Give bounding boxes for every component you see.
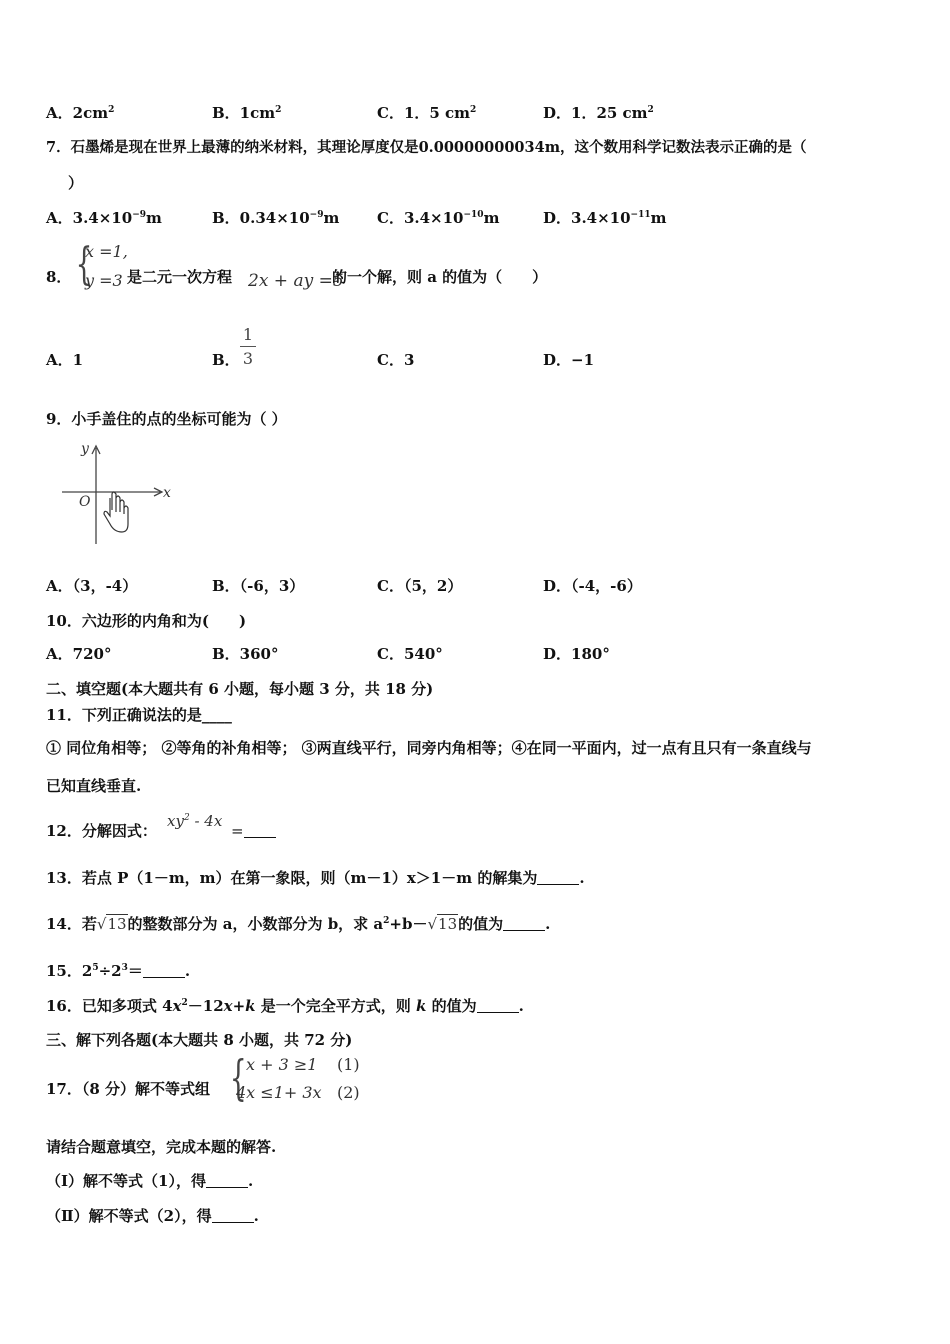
q8-option-b-fraction bbox=[240, 325, 256, 368]
q17-inequality-1: x + 3 ≥1 bbox=[246, 1055, 318, 1074]
q8-fraction-denominator: 3 bbox=[242, 349, 254, 368]
q17-step-1: （Ⅰ）解不等式（1），得 . bbox=[46, 1172, 254, 1190]
q9-coordinate-figure bbox=[60, 440, 180, 550]
q15-answer-blank[interactable] bbox=[143, 963, 185, 978]
q12-answer-blank[interactable] bbox=[244, 823, 276, 838]
q13-stem: 13．若点 P（1－m，m）在第一象限，则（m－1）x＞1－m 的解集为 . bbox=[46, 869, 585, 887]
q9-option-b: B．（-6，3） bbox=[212, 577, 305, 595]
q8-system-line2: y =3 bbox=[85, 271, 123, 290]
q14-stem: 14．若√13的整数部分为 a，小数部分为 b，求 $a^2+b-√13$的值为 . bbox=[46, 915, 551, 933]
q6-option-a: A．$2cm^2$ bbox=[46, 104, 115, 122]
q13-answer-blank[interactable] bbox=[537, 870, 579, 885]
q6-option-d: D．1．25 $cm^2$ bbox=[543, 104, 654, 122]
q8-option-b-label: B． bbox=[212, 351, 240, 369]
q6-option-b: B．$1cm^2$ bbox=[212, 104, 282, 122]
q7-option-d: D．$3.4\times 10^{-11}m$ bbox=[543, 209, 667, 227]
q7-option-a: A．$3.4\times 10^{-9}m$ bbox=[46, 209, 162, 227]
q17-inequality-2-number: (2) bbox=[337, 1083, 360, 1102]
q12-answer: = bbox=[231, 821, 276, 841]
q17-prompt: 请结合题意填空，完成本题的解答. bbox=[46, 1138, 277, 1156]
q7-option-b: B．$0.34\times 10^{-9}m$ bbox=[212, 209, 340, 227]
q17-inequality-1-number: (1) bbox=[337, 1055, 360, 1074]
q17-step-1-blank[interactable] bbox=[206, 1173, 248, 1188]
q8-equation: 2x + ay =5 bbox=[248, 271, 344, 291]
q7-stem: 7．石墨烯是现在世界上最薄的纳米材料，其理论厚度仅是0.00000000034m，这个数用科学记数法表示正确的是（ bbox=[46, 139, 807, 156]
q8-system-brace: { bbox=[75, 239, 93, 290]
q8-option-a: A．1 bbox=[46, 351, 84, 369]
q9-option-a: A．（3，-4） bbox=[46, 577, 138, 595]
q17-step-2: （Ⅱ）解不等式（2），得 . bbox=[46, 1207, 259, 1225]
q8-fraction-bar bbox=[240, 346, 256, 347]
q17-inequality-2: 4x ≤1+ 3x bbox=[236, 1083, 322, 1102]
q9-option-c: C．（5，2） bbox=[377, 577, 463, 595]
q7-stem-end: ） bbox=[68, 174, 84, 192]
section-2-heading: 二、填空题(本大题共有 6 小题，每小题 3 分，共 18 分) bbox=[46, 680, 434, 698]
q10-option-b: B．360° bbox=[212, 645, 279, 663]
q9-y-label: y bbox=[81, 441, 89, 457]
q9-option-d: D．（-4，-6） bbox=[543, 577, 642, 595]
q16-stem: 16．已知多项式 $4x^2-12x+k$ 是一个完全平方式，则 k 的值为 . bbox=[46, 997, 524, 1015]
q8-text-end: 的一个解，则 a 的值为（ ） bbox=[332, 268, 548, 286]
q15-stem: 15．$2^5\div 2^3=$ . bbox=[46, 962, 191, 980]
q10-option-a: A．720° bbox=[46, 645, 112, 663]
section-3-heading: 三、解下列各题(本大题共 8 小题，共 72 分) bbox=[46, 1031, 353, 1049]
q8-system-line1: x =1, bbox=[85, 242, 128, 261]
q10-stem: 10．六边形的内角和为( ) bbox=[46, 612, 247, 630]
q11-statements-line2: 已知直线垂直. bbox=[46, 777, 142, 795]
q11-statements-line1: ① 同位角相等； ②等角的补角相等； ③两直线平行，同旁内角相等；④在同一平面内，过一点有且只有一条直线与 bbox=[46, 739, 812, 757]
q8-fraction-numerator: 1 bbox=[242, 325, 254, 344]
q12-label: 12．分解因式： bbox=[46, 822, 157, 840]
q14-sqrt-1: √13 bbox=[96, 915, 127, 933]
q8-text-mid: 是二元一次方程 bbox=[127, 268, 233, 286]
q14-sqrt-2: √13 bbox=[427, 915, 458, 933]
q11-stem: 11．下列正确说法的是____ bbox=[46, 706, 232, 724]
q6-option-c: C．1．5 $cm^2$ bbox=[377, 104, 477, 122]
q8-option-c: C．3 bbox=[377, 351, 415, 369]
q10-option-d: D．180° bbox=[543, 645, 610, 663]
q14-answer-blank[interactable] bbox=[503, 916, 545, 931]
q8-option-d: D．−1 bbox=[543, 351, 595, 369]
q7-option-c: C．$3.4\times 10^{-10}m$ bbox=[377, 209, 500, 227]
q9-origin-label: O bbox=[79, 494, 91, 510]
q17-step-2-blank[interactable] bbox=[212, 1208, 254, 1223]
hand-icon bbox=[104, 492, 128, 532]
q9-stem: 9．小手盖住的点的坐标可能为（ ） bbox=[46, 410, 287, 428]
q10-option-c: C．540° bbox=[377, 645, 443, 663]
q17-system-brace: { bbox=[229, 1050, 247, 1106]
q8-number: 8． bbox=[46, 268, 72, 286]
q9-x-label: x bbox=[163, 485, 171, 501]
q17-label: 17．（8 分）解不等式组 bbox=[46, 1080, 211, 1098]
q12-expression: $xy^2 - 4x$ bbox=[167, 812, 223, 830]
q16-answer-blank[interactable] bbox=[477, 998, 519, 1013]
